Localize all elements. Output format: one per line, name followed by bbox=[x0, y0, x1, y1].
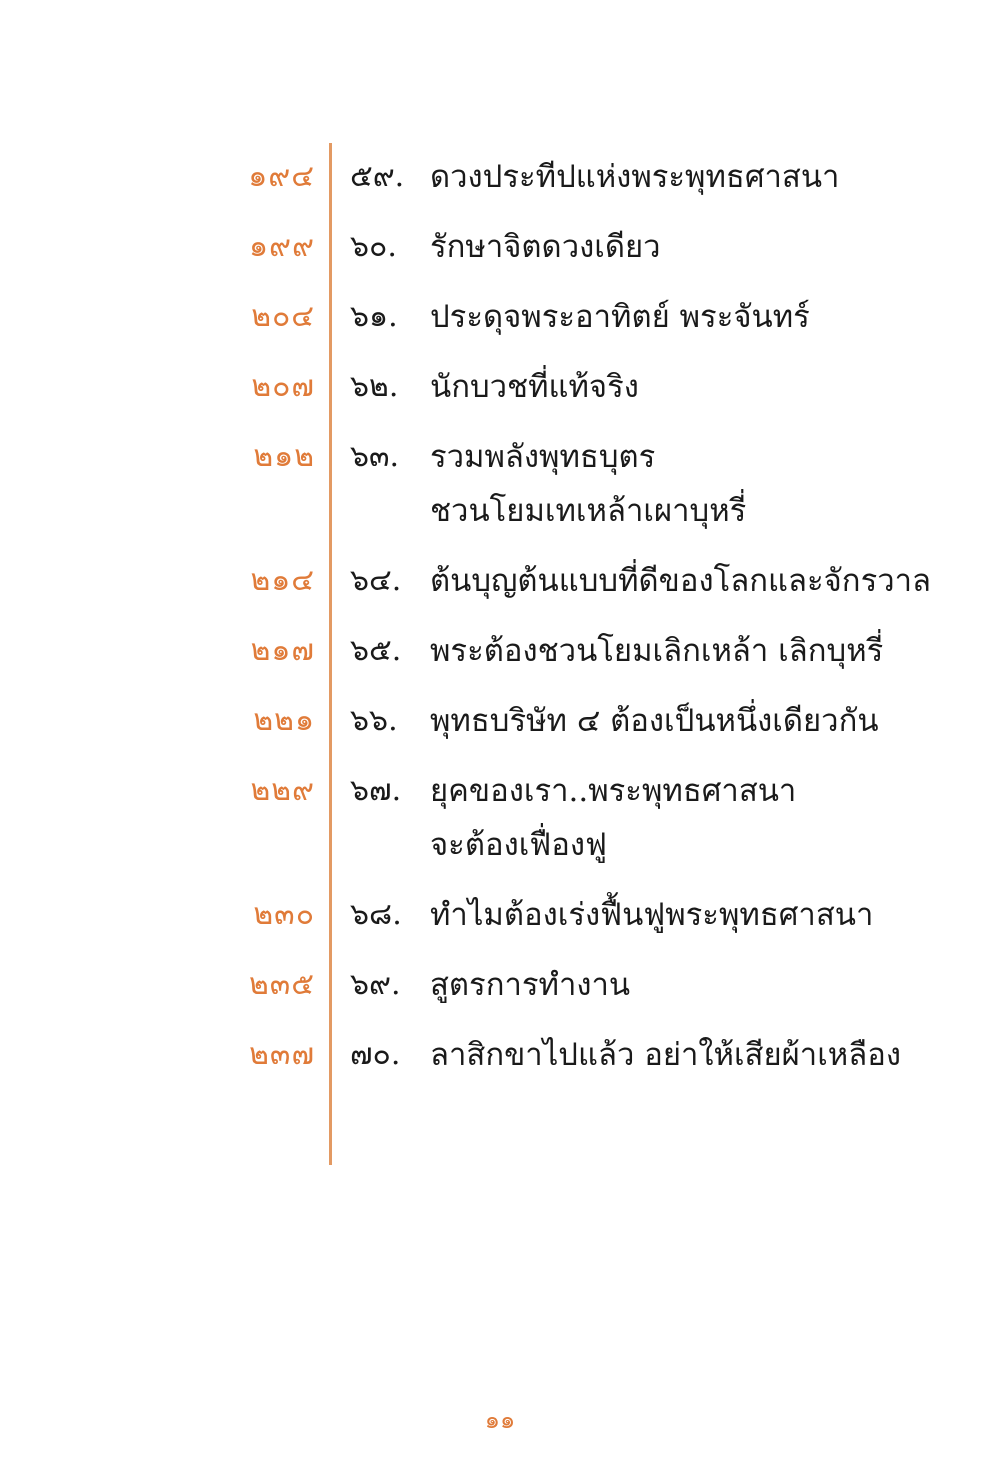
toc-item-number: ๖๕. bbox=[350, 633, 402, 668]
toc-entry-line bbox=[0, 484, 1000, 538]
toc-item-number: ๖๘. bbox=[350, 897, 402, 932]
toc-title: ประดุจพระอาทิตย์ พระจันทร์ bbox=[430, 299, 810, 335]
toc-title: นักบวชที่แท้จริง bbox=[430, 369, 639, 405]
toc-page-number: ๒๒๙ bbox=[250, 773, 315, 808]
toc-title: ทำไมต้องเร่งฟื้นฟูพระพุทธศาสนา bbox=[430, 897, 874, 933]
toc-entry bbox=[0, 220, 1000, 274]
toc-title: พุทธบริษัท ๔ ต้องเป็นหนึ่งเดียวกัน bbox=[430, 703, 879, 739]
toc-page-number: ๒๐๔ bbox=[251, 299, 315, 334]
toc-page-number: ๒๓๗ bbox=[249, 1037, 315, 1072]
toc-entry bbox=[0, 888, 1000, 942]
toc-entry bbox=[0, 1028, 1000, 1082]
toc-title: ต้นบุญต้นแบบที่ดีของโลกและจักรวาล bbox=[430, 563, 932, 599]
toc-entry bbox=[0, 360, 1000, 414]
toc-page-number: ๒๓๐ bbox=[253, 897, 315, 932]
toc-item-number: ๖๔. bbox=[350, 563, 402, 598]
toc-page-number: ๑๙๙ bbox=[249, 229, 315, 264]
toc-item-number: ๖๒. bbox=[350, 369, 399, 404]
page-number: ๑๑ bbox=[484, 1406, 516, 1434]
toc-title: พระต้องชวนโยมเลิกเหล้า เลิกบุหรี่ bbox=[430, 633, 884, 669]
toc-entry bbox=[0, 554, 1000, 608]
toc-entry-line bbox=[0, 888, 1000, 942]
toc-entry-line bbox=[0, 818, 1000, 872]
toc-entry-line bbox=[0, 764, 1000, 818]
toc-title: สูตรการทำงาน bbox=[430, 967, 631, 1003]
toc-title: ชวนโยมเทเหล้าเผาบุหรี่ bbox=[430, 493, 747, 529]
toc-entry bbox=[0, 624, 1000, 678]
toc-item-number: ๕๙. bbox=[350, 159, 405, 194]
toc-page-number: ๒๒๑ bbox=[253, 703, 315, 738]
toc-entry-line bbox=[0, 554, 1000, 608]
toc-entry bbox=[0, 150, 1000, 204]
toc-entry-line bbox=[0, 958, 1000, 1012]
toc-entry-line bbox=[0, 150, 1000, 204]
toc-title: ลาสิกขาไปแล้ว อย่าให้เสียผ้าเหลือง bbox=[430, 1037, 901, 1073]
toc-page-number: ๒๐๗ bbox=[251, 369, 315, 404]
toc-title: ดวงประทีปแห่งพระพุทธศาสนา bbox=[430, 159, 840, 195]
toc-entry-line bbox=[0, 360, 1000, 414]
toc-entry-line bbox=[0, 290, 1000, 344]
toc-entry-line bbox=[0, 430, 1000, 484]
toc-entry bbox=[0, 430, 1000, 538]
toc-page-number: ๒๑๒ bbox=[253, 439, 315, 474]
toc-entry bbox=[0, 694, 1000, 748]
toc-title: จะต้องเฟื่องฟู bbox=[430, 827, 607, 863]
toc-entry-line bbox=[0, 1028, 1000, 1082]
toc-page-number: ๑๙๔ bbox=[248, 159, 315, 194]
toc-title: รักษาจิตดวงเดียว bbox=[430, 229, 661, 265]
toc-title: ยุคของเรา..พระพุทธศาสนา bbox=[430, 773, 797, 809]
toc-item-number: ๖๐. bbox=[350, 229, 397, 264]
toc-item-number: ๖๑. bbox=[350, 299, 398, 334]
toc-entry bbox=[0, 290, 1000, 344]
toc-entry-line bbox=[0, 624, 1000, 678]
toc-page-number: ๒๓๕ bbox=[249, 967, 315, 1002]
toc-item-number: ๖๗. bbox=[350, 773, 402, 808]
toc-title: รวมพลังพุทธบุตร bbox=[430, 439, 656, 475]
toc-item-number: ๖๖. bbox=[350, 703, 398, 738]
toc-item-number: ๖๓. bbox=[350, 439, 400, 474]
toc-entry-line bbox=[0, 220, 1000, 274]
toc-entry-line bbox=[0, 694, 1000, 748]
toc-entry bbox=[0, 764, 1000, 872]
table-of-contents bbox=[0, 150, 1000, 1098]
toc-item-number: ๗๐. bbox=[350, 1037, 401, 1072]
toc-item-number: ๖๙. bbox=[350, 967, 401, 1002]
toc-entry bbox=[0, 958, 1000, 1012]
toc-page-number: ๒๑๔ bbox=[250, 563, 315, 598]
toc-page-number: ๒๑๗ bbox=[250, 633, 315, 668]
